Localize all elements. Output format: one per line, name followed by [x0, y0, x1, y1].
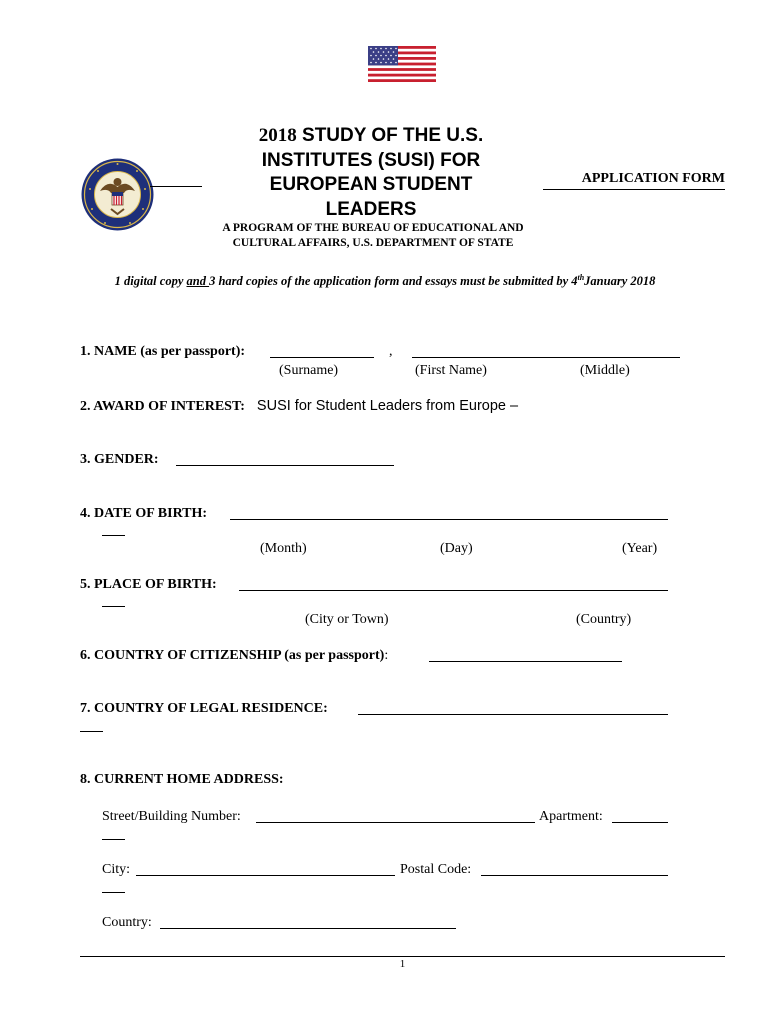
street-input-line[interactable]	[256, 810, 535, 823]
submission-notice	[0, 273, 770, 289]
apartment-label: Apartment:	[539, 809, 603, 824]
title-year: 2018	[258, 125, 297, 146]
notice-sup: th	[577, 273, 585, 282]
name-label: 1. NAME (as per passport):	[80, 344, 246, 359]
country-input-line[interactable]	[160, 916, 456, 929]
first-middle-input-line[interactable]	[412, 345, 680, 358]
country-label: Country:	[102, 915, 152, 930]
dob-day-caption: (Day)	[440, 541, 473, 556]
us-flag-image	[368, 46, 436, 82]
notice-text-1: 1 digital copy	[114, 274, 187, 289]
dob-month-caption: (Month)	[260, 541, 307, 556]
pob-input-line[interactable]	[239, 578, 668, 591]
name-comma: ,	[389, 344, 393, 359]
notice-text-3: January 2018	[584, 274, 656, 289]
dob-label: 4. DATE OF BIRTH:	[80, 506, 208, 521]
street-line-continuation	[102, 839, 125, 840]
page-number: 1	[399, 958, 406, 970]
footer-rule	[80, 956, 725, 957]
gender-label: 3. GENDER:	[80, 452, 159, 467]
citizenship-label: 6. COUNTRY OF CITIZENSHIP (as per passport)	[80, 648, 385, 663]
citizenship-colon: :	[384, 648, 389, 663]
dob-line-continuation	[102, 535, 125, 536]
gender-input-line[interactable]	[176, 453, 394, 466]
city-line-continuation	[102, 892, 125, 893]
city-label: City:	[102, 862, 131, 877]
middle-name-caption: (Middle)	[580, 363, 630, 378]
award-value[interactable]: SUSI for Student Leaders from Europe –	[256, 398, 519, 414]
pob-line-continuation	[102, 606, 125, 607]
form-title	[226, 124, 516, 222]
postal-code-label: Postal Code:	[400, 862, 472, 877]
pob-country-caption: (Country)	[576, 612, 632, 627]
residence-input-line[interactable]	[358, 702, 668, 715]
dob-input-line[interactable]	[230, 507, 668, 520]
citizenship-input-line[interactable]	[429, 649, 622, 662]
apartment-input-line[interactable]	[612, 810, 668, 823]
surname-input-line[interactable]	[270, 345, 374, 358]
department-of-state-seal	[80, 157, 155, 232]
street-label: Street/Building Number:	[102, 809, 241, 824]
dob-year-caption: (Year)	[622, 541, 658, 556]
pob-label: 5. PLACE OF BIRTH:	[80, 577, 217, 592]
city-input-line[interactable]	[136, 863, 395, 876]
residence-label: 7. COUNTRY OF LEGAL RESIDENCE:	[80, 701, 328, 716]
first-name-caption: (First Name)	[415, 363, 487, 378]
surname-caption: (Surname)	[279, 363, 339, 378]
notice-text-2: 3 hard copies of the application form and essays must be submitted by 4	[209, 274, 578, 289]
pob-city-caption: (City or Town)	[305, 612, 389, 627]
name-field-row	[80, 344, 245, 360]
award-field-row	[80, 398, 518, 415]
application-form-label: APPLICATION FORM	[543, 171, 725, 190]
program-subtitle: A PROGRAM OF THE BUREAU OF EDUCATIONAL AND CULTURAL AFFAIRS, U.S. DEPARTMENT OF STATE	[222, 222, 524, 249]
postal-code-input-line[interactable]	[481, 863, 668, 876]
citizenship-field-row	[80, 648, 388, 664]
title-text: STUDY OF THE U.S. INSTITUTES (SUSI) FOR EUROPEAN STUDENT LEADERS	[261, 125, 484, 220]
notice-and: and	[186, 274, 210, 289]
home-address-label: 8. CURRENT HOME ADDRESS:	[80, 772, 284, 787]
award-label: 2. AWARD OF INTEREST:	[80, 399, 245, 414]
seal-rule	[150, 186, 202, 187]
residence-line-continuation	[80, 731, 103, 732]
